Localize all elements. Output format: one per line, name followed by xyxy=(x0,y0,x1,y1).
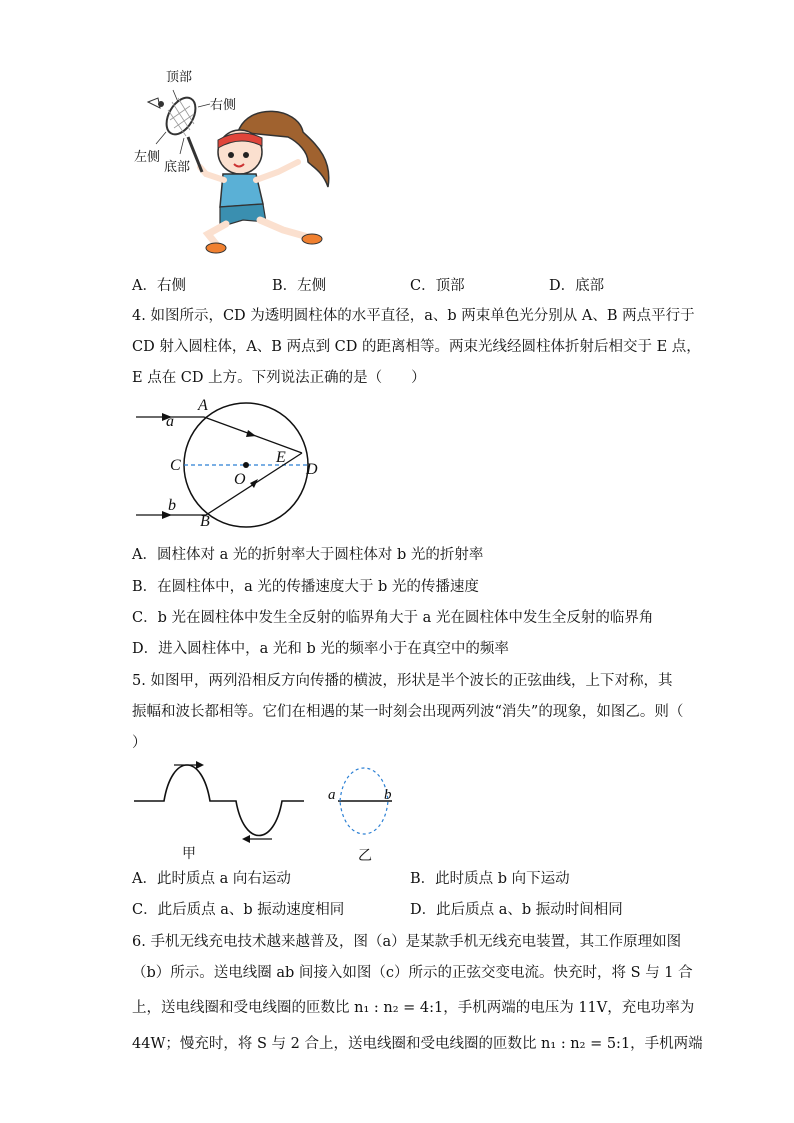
q5-option-c[interactable]: C．此后质点 a、b 振动速度相同 xyxy=(132,902,345,918)
label-C: C xyxy=(170,457,181,474)
wave-diagram-jia xyxy=(130,755,310,845)
label-yi: 乙 xyxy=(358,848,372,864)
q3-option-a[interactable]: A．右侧 xyxy=(132,278,186,294)
wave-diagram-yi xyxy=(326,755,406,845)
label-A: A xyxy=(198,397,208,414)
q3-option-b[interactable]: B．左侧 xyxy=(272,278,327,294)
q4-option-d[interactable]: D．进入圆柱体中，a 光和 b 光的频率小于在真空中的频率 xyxy=(132,641,509,657)
q4-option-c[interactable]: C．b 光在圆柱体中发生全反射的临界角大于 a 光在圆柱体中发生全反射的临界角 xyxy=(132,610,654,626)
q5-option-d[interactable]: D．此后质点 a、b 振动时间相同 xyxy=(410,902,623,918)
q4-stem-line-2: CD 射入圆柱体，A、B 两点到 CD 的距离相等。两束光线经圆柱体折射后相交于 E 点， xyxy=(132,339,701,355)
q4-stem-line-3: E 点在 CD 上方。下列说法正确的是（ ） xyxy=(132,370,426,386)
label-a: a xyxy=(166,413,174,430)
wave-figure-yi xyxy=(326,755,406,865)
q6-stem-line-2: （b）所示。送电线圈 ab 间接入如图（c）所示的正弦交变电流。快充时，将 S 与 1 合 xyxy=(132,965,693,981)
label-O: O xyxy=(234,471,246,488)
q3-option-c[interactable]: C．顶部 xyxy=(410,278,465,294)
q6-stem-line-1: 6. 手机无线充电技术越来越普及，图（a）是某款手机无线充电装置，其工作原理如图 xyxy=(132,934,682,950)
q5-option-a[interactable]: A．此时质点 a 向右运动 xyxy=(132,871,291,887)
q5-option-b[interactable]: B．此时质点 b 向下运动 xyxy=(410,871,570,887)
label-top: 顶部 xyxy=(166,70,193,85)
q4-option-b[interactable]: B．在圆柱体中，a 光的传播速度大于 b 光的传播速度 xyxy=(132,579,479,595)
label-b: b xyxy=(168,497,176,514)
label-left: 左侧 xyxy=(134,150,161,165)
label-B: B xyxy=(200,513,210,530)
label-wave-b: b xyxy=(384,787,392,803)
q5-stem-line-2: 振幅和波长都相等。它们在相遇的某一时刻会出现两列波“消失”的现象，如图乙。则（ xyxy=(132,704,684,720)
label-jia: 甲 xyxy=(182,846,196,862)
q4-option-a[interactable]: A．圆柱体对 a 光的折射率大于圆柱体对 b 光的折射率 xyxy=(132,547,484,563)
q3-option-d[interactable]: D．底部 xyxy=(549,278,605,294)
refraction-diagram xyxy=(130,395,330,535)
q4-stem-line-1: 4. 如图所示，CD 为透明圆柱体的水平直径，a、b 两束单色光分别从 A、B 两点平行于 xyxy=(132,308,695,324)
q5-stem-line-1: 5. 如图甲，两列沿相反方向传播的横波，形状是半个波长的正弦曲线，上下对称，其 xyxy=(132,673,673,689)
label-wave-a: a xyxy=(328,787,336,803)
q6-stem-line-4: 44W；慢充时，将 S 与 2 合上，送电线圈和受电线圈的匝数比 n₁ : n₂ = 5:1，手机两端 xyxy=(132,1036,703,1052)
q5-stem-line-3: ） xyxy=(132,735,147,751)
label-bottom: 底部 xyxy=(164,160,191,175)
badminton-figure xyxy=(128,62,338,262)
q6-stem-line-3: 上，送电线圈和受电线圈的匝数比 n₁ : n₂ = 4:1，手机两端的电压为 11V，充电功率为 xyxy=(132,1000,695,1016)
label-E: E xyxy=(276,449,286,466)
label-D: D xyxy=(306,461,318,478)
cylinder-figure xyxy=(130,395,330,535)
label-right: 右侧 xyxy=(210,98,237,113)
wave-figure-jia xyxy=(130,755,310,865)
